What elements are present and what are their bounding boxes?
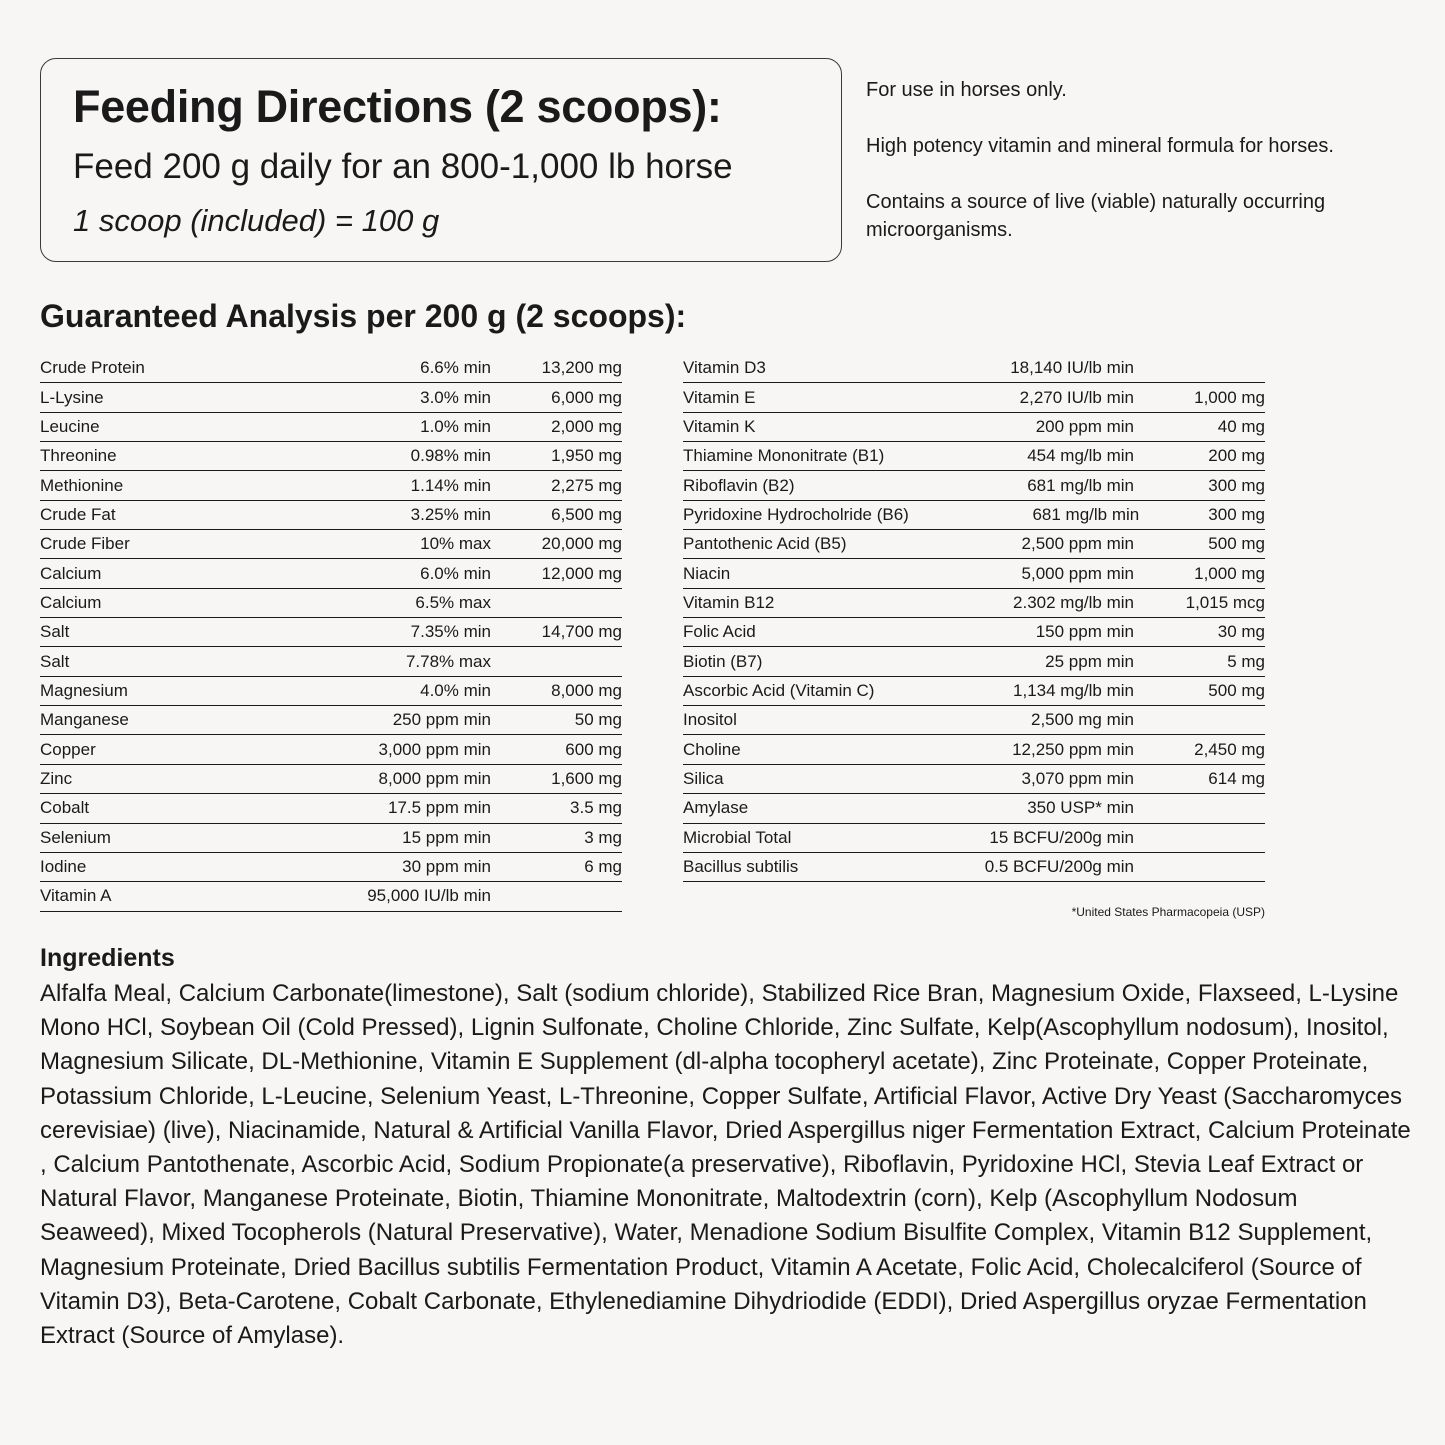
analysis-row: [40, 559, 622, 588]
nutrient-guarantee: 2.302 mg/lb min: [1013, 592, 1134, 612]
nutrient-amount: 500 mg: [1208, 680, 1265, 700]
nutrient-guarantee: 12,250 ppm min: [1012, 739, 1134, 759]
nutrient-amount: 3 mg: [584, 827, 622, 847]
nutrient-guarantee: 2,500 ppm min: [1021, 534, 1134, 554]
analysis-row: [683, 501, 1265, 530]
nutrient-amount: 1,015 mcg: [1185, 592, 1265, 612]
analysis-row: [40, 882, 622, 911]
nutrient-guarantee: 5,000 ppm min: [1021, 563, 1134, 583]
nutrient-amount: 1,950 mg: [551, 446, 622, 466]
nutrient-name: Calcium: [40, 563, 102, 583]
analysis-row: [683, 618, 1265, 647]
nutrient-amount: 5 mg: [1227, 651, 1265, 671]
nutrient-amount: 200 mg: [1208, 446, 1265, 466]
nutrient-name: Cobalt: [40, 798, 90, 818]
nutrient-amount: 12,000 mg: [541, 563, 622, 583]
nutrient-amount: 6 mg: [584, 857, 622, 877]
nutrient-guarantee: 25 ppm min: [1045, 651, 1134, 671]
nutrient-guarantee: 0.5 BCFU/200g min: [984, 857, 1134, 877]
nutrient-amount: 20,000 mg: [541, 534, 622, 554]
nutrient-guarantee: 3.0% min: [420, 387, 491, 407]
nutrient-name: Iodine: [40, 857, 87, 877]
nutrient-guarantee: 17.5 ppm min: [388, 798, 491, 818]
nutrient-amount: 600 mg: [565, 739, 622, 759]
analysis-row: [683, 735, 1265, 764]
nutrient-name: Folic Acid: [683, 622, 756, 642]
analysis-row: [683, 471, 1265, 500]
nutrient-amount: 30 mg: [1217, 622, 1265, 642]
analysis-row: [683, 794, 1265, 823]
nutrient-name: Threonine: [40, 446, 117, 466]
analysis-row: [40, 677, 622, 706]
nutrient-guarantee: 681 mg/lb min: [1032, 504, 1140, 524]
nutrient-name: Niacin: [683, 563, 731, 583]
analysis-row: [683, 354, 1265, 383]
nutrient-guarantee: 0.98% min: [410, 446, 491, 466]
nutrient-guarantee: 200 ppm min: [1035, 416, 1134, 436]
nutrient-name: Biotin (B7): [683, 651, 763, 671]
nutrient-amount: 50 mg: [574, 710, 622, 730]
guaranteed-analysis-title: Guaranteed Analysis per 200 g (2 scoops):: [40, 298, 687, 334]
analysis-table-right: [683, 354, 1265, 882]
analysis-row: [683, 530, 1265, 559]
scoop-size: 1 scoop (included) = 100 g: [73, 203, 440, 238]
analysis-row: [40, 618, 622, 647]
nutrient-name: L-Lysine: [40, 387, 104, 407]
nutrient-name: Magnesium: [40, 680, 128, 700]
nutrient-guarantee: 1.14% min: [410, 475, 491, 495]
nutrient-guarantee: 6.5% max: [415, 592, 491, 612]
nutrient-guarantee: 30 ppm min: [402, 857, 491, 877]
nutrient-name: Riboflavin (B2): [683, 475, 795, 495]
nutrient-amount: 14,700 mg: [541, 622, 622, 642]
nutrient-name: Inositol: [683, 710, 737, 730]
usp-footnote: *United States Pharmacopeia (USP): [1071, 905, 1265, 919]
analysis-row: [683, 647, 1265, 676]
nutrient-amount: 2,450 mg: [1194, 739, 1265, 759]
nutrient-guarantee: 2,270 IU/lb min: [1019, 387, 1134, 407]
analysis-row: [683, 442, 1265, 471]
analysis-row: [40, 530, 622, 559]
nutrient-amount: 1,000 mg: [1194, 563, 1265, 583]
nutrient-guarantee: 3,070 ppm min: [1021, 768, 1134, 788]
nutrient-name: Silica: [683, 768, 724, 788]
nutrient-amount: 40 mg: [1217, 416, 1265, 436]
feeding-directions-title: Feeding Directions (2 scoops):: [73, 81, 722, 132]
analysis-row: [683, 824, 1265, 853]
nutrient-guarantee: 250 ppm min: [392, 710, 491, 730]
nutrient-guarantee: 4.0% min: [420, 680, 491, 700]
nutrient-name: Vitamin E: [683, 387, 756, 407]
nutrient-amount: 6,500 mg: [551, 504, 622, 524]
analysis-row: [683, 559, 1265, 588]
nutrient-amount: 2,000 mg: [551, 416, 622, 436]
analysis-row: [683, 413, 1265, 442]
analysis-row: [40, 853, 622, 882]
nutrient-name: Selenium: [40, 827, 111, 847]
nutrient-name: Calcium: [40, 592, 102, 612]
nutrient-guarantee: 1,134 mg/lb min: [1013, 680, 1134, 700]
nutrient-name: Bacillus subtilis: [683, 857, 799, 877]
nutrient-name: Manganese: [40, 710, 129, 730]
analysis-row: [40, 354, 622, 383]
nutrient-guarantee: 3.25% min: [410, 504, 491, 524]
analysis-row: [40, 735, 622, 764]
analysis-row: [40, 442, 622, 471]
note-horses-only: For use in horses only.: [866, 79, 1067, 101]
nutrient-amount: 8,000 mg: [551, 680, 622, 700]
nutrient-amount: 300 mg: [1208, 475, 1265, 495]
analysis-row: [40, 647, 622, 676]
nutrient-guarantee: 681 mg/lb min: [1027, 475, 1134, 495]
nutrient-name: Ascorbic Acid (Vitamin C): [683, 680, 875, 700]
nutrient-name: Vitamin K: [683, 416, 756, 436]
analysis-row: [40, 471, 622, 500]
nutrient-guarantee: 18,140 IU/lb min: [1010, 358, 1134, 378]
nutrient-amount: 300 mg: [1208, 504, 1265, 524]
feeding-amount: Feed 200 g daily for an 800-1,000 lb horse: [73, 147, 733, 186]
nutrient-guarantee: 2,500 mg min: [1031, 710, 1134, 730]
nutrient-amount: 500 mg: [1208, 534, 1265, 554]
nutrient-guarantee: 15 BCFU/200g min: [989, 827, 1134, 847]
analysis-row: [683, 677, 1265, 706]
nutrient-name: Methionine: [40, 475, 124, 495]
nutrient-name: Crude Fat: [40, 504, 116, 524]
analysis-row: [40, 706, 622, 735]
note-microorganisms: Contains a source of live (viable) naturally occurring microorganisms.: [866, 191, 1326, 241]
nutrient-amount: 1,000 mg: [1194, 387, 1265, 407]
nutrient-name: Vitamin B12: [683, 592, 775, 612]
analysis-row: [40, 765, 622, 794]
nutrient-guarantee: 7.35% min: [410, 622, 491, 642]
nutrient-name: Crude Fiber: [40, 534, 130, 554]
nutrient-name: Crude Protein: [40, 358, 145, 378]
nutrient-amount: 2,275 mg: [551, 475, 622, 495]
nutrient-name: Amylase: [683, 798, 749, 818]
analysis-row: [40, 413, 622, 442]
nutrient-amount: 13,200 mg: [541, 358, 622, 378]
nutrient-name: Copper: [40, 739, 96, 759]
nutrient-name: Salt: [40, 622, 70, 642]
analysis-table-left: [40, 354, 622, 912]
ingredients-list: Alfalfa Meal, Calcium Carbonate(limestone), Salt (sodium chloride), Stabilized Rice Bran, Magnesium Oxide, Flaxseed, L-Lysine Mono HCl, Soybean Oil (Cold Pressed), Lignin Sulfonate, Choline Chloride, Zinc Sulfate, Kelp(Ascophyllum nodosum), Inositol, Magnesium Silicate, DL-Methionine, Vitamin E Supplement (dl-alpha tocopheryl acetate), Zinc Proteinate, Copper Proteinate, Potassium Chloride, L-Leucine, Selenium Yeast, L-Threonine, Copper Sulfate, Artificial Flavor, Active Dry Yeast (Saccharomyces cerevisiae) (live), Niacinamide, Natural & Artificial Vanilla Flavor, Dried Aspergillus niger Fermentation Extract, Calcium Proteinate , Calcium Pantothenate, Ascorbic Acid, Sodium Propionate(a preservative), Riboflavin, Pyridoxine HCl, Stevia Leaf Extract or Natural Flavor, Manganese Proteinate, Biotin, Thiamine Mononitrate, Maltodextrin (corn), Kelp (Ascophyllum Nodosum Seaweed), Mixed Tocopherols (Natural Preservative), Water, Menadione Sodium Bisulfite Complex, Vitamin B12 Supplement, Magnesium Proteinate, Dried Bacillus subtilis Fermentation Product, Vitamin A Acetate, Folic Acid, Cholecalciferol (Source of Vitamin D3), Beta-Carotene, Cobalt Carbonate, Ethylenediamine Dihydriodide (EDDI), Dried Aspergillus oryzae Fermentation Extract (Source of Amylase).: [40, 980, 1411, 1350]
nutrient-amount: 6,000 mg: [551, 387, 622, 407]
nutrient-amount: 3.5 mg: [570, 798, 622, 818]
nutrient-guarantee: 150 ppm min: [1035, 622, 1134, 642]
nutrient-name: Pyridoxine Hydrocholride (B6): [683, 504, 909, 524]
analysis-row: [40, 794, 622, 823]
nutrient-guarantee: 15 ppm min: [402, 827, 491, 847]
analysis-row: [40, 383, 622, 412]
analysis-row: [683, 765, 1265, 794]
nutrient-name: Salt: [40, 651, 70, 671]
analysis-row: [40, 824, 622, 853]
ingredients-title: Ingredients: [40, 944, 175, 972]
analysis-row: [40, 589, 622, 618]
nutrient-guarantee: 3,000 ppm min: [378, 739, 491, 759]
feeding-directions-box: [40, 58, 842, 262]
nutrient-guarantee: 8,000 ppm min: [378, 768, 491, 788]
nutrient-amount: 1,600 mg: [551, 768, 622, 788]
nutrient-guarantee: 10% max: [420, 534, 491, 554]
analysis-row: [683, 706, 1265, 735]
product-notes: [866, 76, 1406, 272]
nutrient-name: Vitamin A: [40, 886, 112, 906]
nutrient-guarantee: 6.6% min: [420, 358, 491, 378]
analysis-row: [683, 383, 1265, 412]
nutrient-name: Microbial Total: [683, 827, 792, 847]
nutrient-guarantee: 350 USP* min: [1027, 798, 1134, 818]
nutrient-name: Vitamin D3: [683, 358, 766, 378]
nutrient-guarantee: 1.0% min: [420, 416, 491, 436]
analysis-row: [40, 501, 622, 530]
nutrient-guarantee: 95,000 IU/lb min: [367, 886, 491, 906]
note-formula: High potency vitamin and mineral formula for horses.: [866, 135, 1334, 157]
nutrient-name: Leucine: [40, 416, 100, 436]
nutrient-guarantee: 454 mg/lb min: [1027, 446, 1134, 466]
analysis-row: [683, 589, 1265, 618]
nutrient-guarantee: 6.0% min: [420, 563, 491, 583]
nutrient-name: Pantothenic Acid (B5): [683, 534, 847, 554]
nutrient-name: Zinc: [40, 768, 73, 788]
nutrient-amount: 614 mg: [1208, 768, 1265, 788]
analysis-row: [683, 853, 1265, 882]
nutrient-name: Choline: [683, 739, 741, 759]
nutrient-guarantee: 7.78% max: [405, 651, 491, 671]
nutrient-name: Thiamine Mononitrate (B1): [683, 446, 885, 466]
